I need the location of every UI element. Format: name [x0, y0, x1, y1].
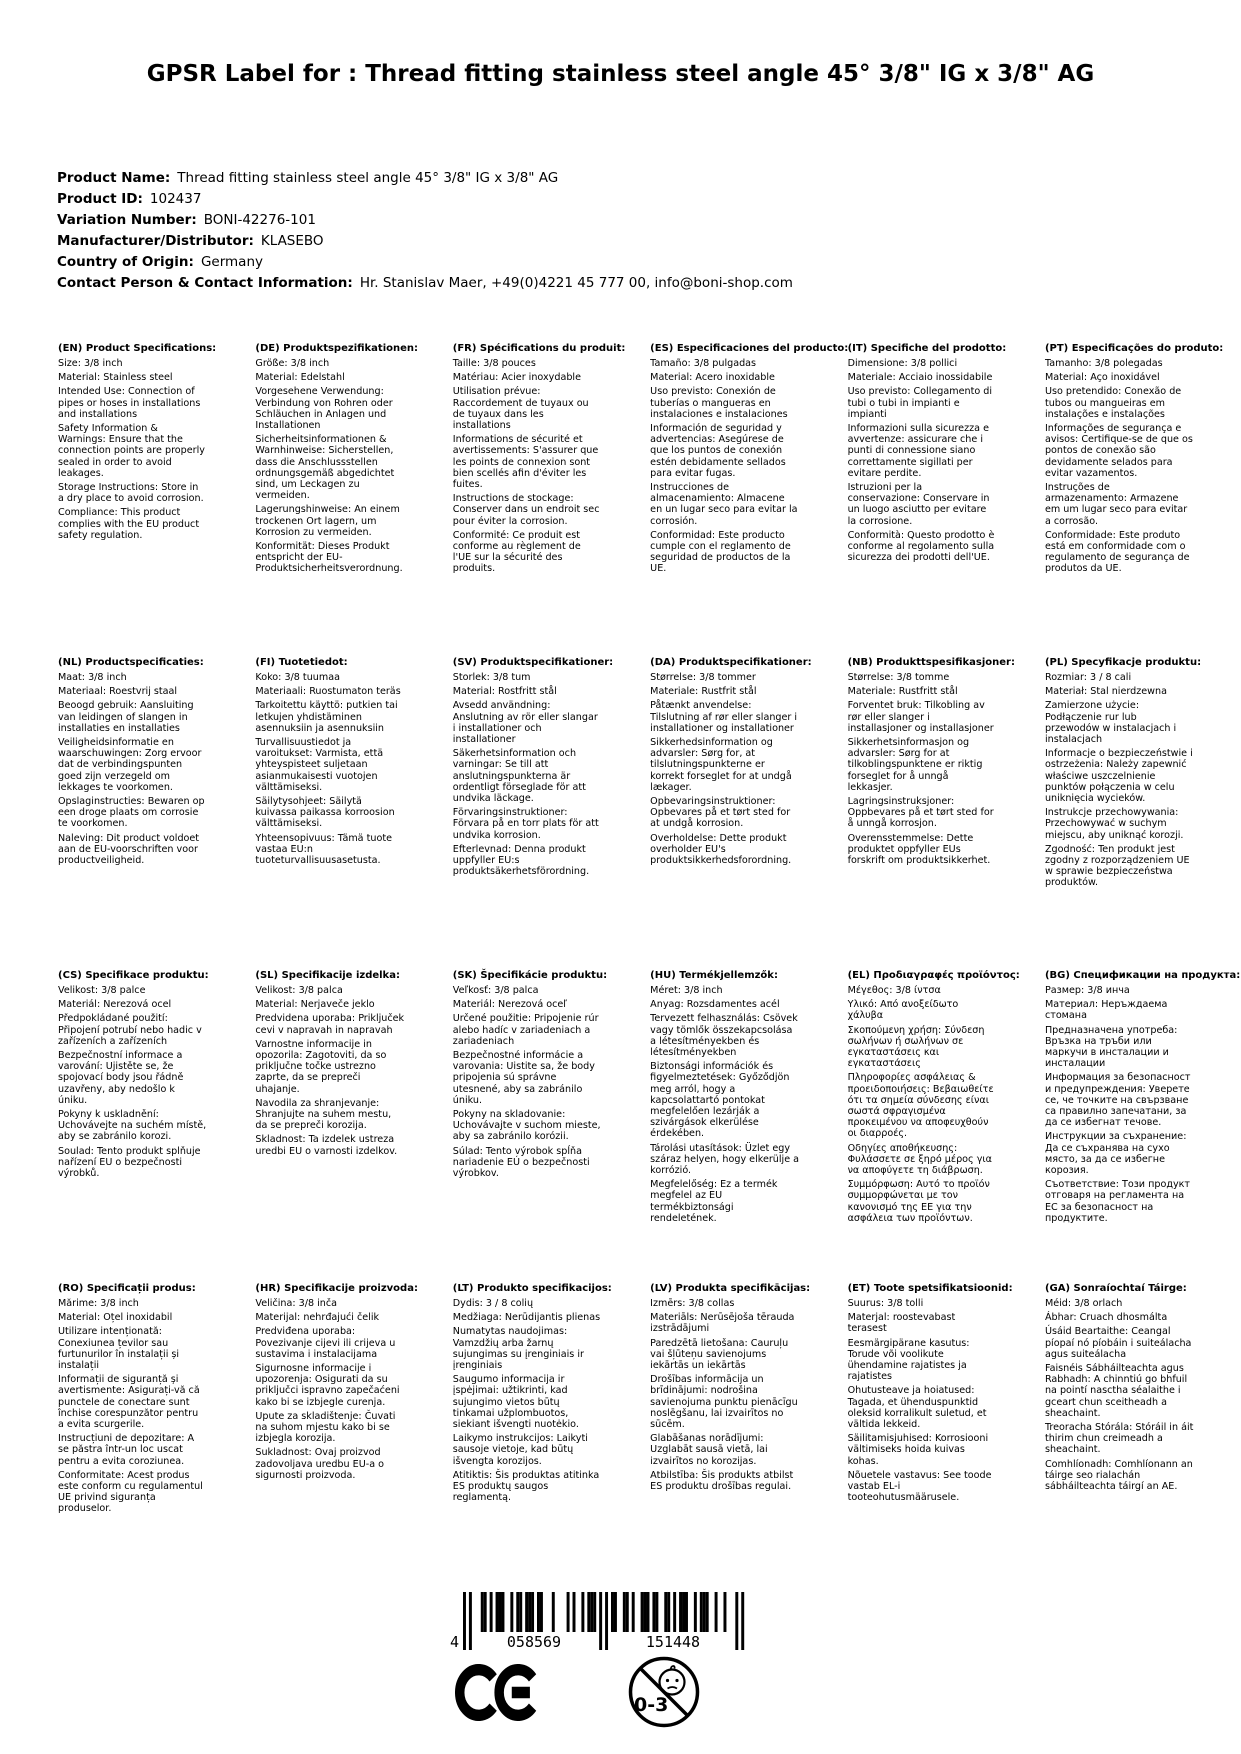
spec-block-body — [848, 985, 1045, 1224]
spec-paragraph: Materiale: Rustfritt stål — [847, 686, 958, 698]
spec-paragraph: Instrucciones de almacenamiento: Almacene en un lugar seco para evitar la corrosión. — [650, 482, 798, 527]
page-title — [0, 58, 1241, 90]
spec-paragraph: Bezpečnostné informácie a varovania: Uistite sa, že body pripojenia sú správne utesnené, aby sa zabránilo úniku. — [452, 1050, 595, 1106]
spec-block-body — [1045, 672, 1241, 889]
spec-paragraph: Dydis: 3 / 8 colių — [452, 1298, 534, 1309]
spec-paragraph: Πληροφορίες ασφάλειας & προειδοποιήσεις: Βεβαιωθείτε ότι τα σημεία σύνδεσης είναι σωστά σφραγισμένα προκειμένου να αποφευχθούν οι διαρροές. — [847, 1072, 994, 1140]
product-info-row — [57, 252, 793, 273]
spec-paragraph: Størrelse: 3/8 tomme — [847, 672, 950, 683]
spec-paragraph: Materijal: nehrđajući čelik — [255, 1312, 380, 1324]
spec-paragraph: Materiale: Acciaio inossidabile — [847, 372, 993, 384]
spec-paragraph: Размер: 3/8 инча — [1044, 985, 1130, 996]
spec-block-header: (DE) Produktspezifikationen: — [255, 343, 419, 354]
spec-block-header: (ES) Especificaciones del producto: — [650, 343, 849, 354]
spec-paragraph: Información de seguridad y advertencias: Asegúrese de que los puntos de conexión estén debidamente sellados para evitar fugas. — [650, 423, 786, 479]
spec-block-body — [1045, 358, 1241, 575]
spec-block-header: (SL) Specifikacije izdelka: — [255, 970, 400, 981]
spec-block — [453, 343, 650, 657]
spec-paragraph: Avsedd användning: Anslutning av rör eller slangar i installationer och installationer — [452, 700, 598, 746]
spec-paragraph: Uso pretendido: Conexão de tubos ou mangueiras em instalações e instalações — [1044, 386, 1182, 420]
spec-paragraph: Varnostne informacije in opozorila: Zagotoviti, da so priključne točke ustrezno zaprte, da se prepreči uhajanje. — [255, 1038, 387, 1095]
spec-paragraph: Rozmiar: 3 / 8 cali — [1044, 672, 1132, 683]
spec-paragraph: Tárolási utasítások: Üzlet egy száraz helyen, hogy elkerülje a korrózió. — [650, 1142, 800, 1177]
spec-block — [453, 657, 650, 970]
spec-block-body — [650, 672, 847, 866]
product-info-value: Thread fitting stainless steel angle 45° 3/8" IG x 3/8" AG — [177, 170, 559, 186]
spec-paragraph: Instructions de stockage: Conserver dans un endroit sec pour éviter la corrosion. — [452, 493, 600, 527]
product-info-value: Hr. Stanislav Maer, +49(0)4221 45 777 00, info@boni-shop.com — [359, 275, 793, 291]
spec-block-header: (SV) Produktspecifikationer: — [452, 657, 614, 668]
spec-block — [650, 657, 847, 970]
spec-paragraph: Säilitamisjuhised: Korrosiooni vältimiseks hoida kuivas kohas. — [847, 1433, 989, 1467]
spec-paragraph: Material: Nerjaveče jeklo — [255, 999, 375, 1011]
spec-block-body — [1045, 1298, 1241, 1492]
product-info-value: KLASEBO — [260, 233, 324, 249]
spec-paragraph: Ohutusteave ja hoiatused: Tagada, et ühenduspunktid oleksid korralikult suletud, et vältida lekkeid. — [847, 1385, 987, 1431]
spec-paragraph: Vorgesehene Verwendung: Verbindung von Rohren oder Schläuchen in Anlagen und Installationen — [255, 386, 393, 432]
spec-paragraph: Intended Use: Connection of pipes or hoses in installations and installations — [58, 386, 201, 420]
spec-paragraph: Υλικό: Από ανοξείδωτο χάλυβα — [847, 999, 959, 1022]
spec-paragraph: Materjal: roostevabast terasest — [847, 1312, 956, 1335]
spec-paragraph: Veličina: 3/8 inča — [255, 1298, 338, 1309]
spec-paragraph: Sicherheitsinformationen & Warnhinweise: Sicherstellen, dass die Anschlussstellen ordnungsgemäß abgedichtet sind, um Leckagen zu vermeiden. — [255, 434, 395, 502]
ce-mark-icon — [455, 1664, 537, 1725]
spec-block — [650, 343, 847, 657]
spec-block — [848, 970, 1045, 1283]
spec-paragraph: Tarkoitettu käyttö: putkien tai letkujen yhdistäminen asennuksiin ja asennuksiin — [255, 700, 398, 734]
spec-paragraph: Инструкции за съхранение: Да се съхранява на сухо място, за да се избегне корозия. — [1044, 1131, 1187, 1177]
product-info-label: Manufacturer/Distributor: — [57, 233, 254, 249]
spec-paragraph: Påtænkt anvendelse: Tilslutning af rør eller slanger i installationer og installationer — [650, 700, 798, 734]
spec-paragraph: Opbevaringsinstruktioner: Opbevares på et tørt sted for at undgå korrosion. — [650, 796, 791, 830]
spec-paragraph: Material: Aço inoxidável — [1044, 372, 1160, 384]
spec-paragraph: Atbilstība: Šis produkts atbilst ES produktu drošības regulai. — [650, 1469, 794, 1493]
spec-block-header: (NL) Productspecificaties: — [58, 657, 204, 668]
spec-paragraph: Forventet bruk: Tilkobling av rør eller slanger i installasjoner og installasjoner — [847, 700, 994, 734]
spec-block-body — [58, 358, 255, 541]
barcode-bars — [463, 1592, 744, 1650]
spec-paragraph: Suurus: 3/8 tolli — [847, 1298, 924, 1309]
spec-block-body — [650, 1298, 847, 1492]
spec-block-header: (FI) Tuotetiedot: — [255, 657, 348, 668]
spec-paragraph: Materiaali: Ruostumaton teräs — [255, 686, 401, 698]
age-warning-label: 0-3 — [634, 1694, 669, 1716]
spec-paragraph: Materiál: Nerezová oceľ — [452, 999, 567, 1011]
spec-block-header: (EL) Προδιαγραφές προϊόντος: — [847, 970, 1020, 981]
spec-paragraph: Izmērs: 3/8 collas — [650, 1298, 735, 1309]
spec-paragraph: Úsáid Beartaithe: Ceangal píopaí nó píobáin i suiteálacha agus suiteálacha — [1044, 1326, 1192, 1360]
spec-paragraph: Velikost: 3/8 palce — [58, 985, 146, 996]
spec-paragraph: Eesmärgipärane kasutus: Torude või voolikute ühendamine rajatistes ja rajatistes — [847, 1337, 970, 1383]
spec-paragraph: Anyag: Rozsdamentes acél — [650, 999, 780, 1011]
spec-block-body — [58, 985, 255, 1179]
spec-block-body — [848, 1298, 1045, 1503]
spec-paragraph: Zamierzone użycie: Podłączenie rur lub przewodów w instalacjach i instalacjach — [1044, 700, 1177, 746]
spec-block-body — [453, 672, 650, 877]
product-info-row — [57, 273, 793, 294]
spec-paragraph: Safety Information & Warnings: Ensure that the connection points are properly sealed in order to avoid leakages. — [58, 423, 205, 479]
spec-block — [453, 970, 650, 1283]
spec-paragraph: Informations de sécurité et avertissements: S'assurer que les points de connexion sont bien scellés afin d'éviter les fuites. — [452, 434, 599, 491]
product-info — [57, 168, 793, 294]
spec-paragraph: Overensstemmelse: Dette produktet oppfyller EUs forskrift om produktsikkerhet. — [847, 832, 991, 867]
spec-block-header: (LT) Produkto specifikacijos: — [452, 1283, 612, 1294]
spec-block — [1045, 1283, 1241, 1515]
spec-paragraph: Utilisation prévue: Raccordement de tuyaux ou de tuyaux dans les installations — [452, 386, 589, 432]
spec-block-header: (HU) Termékjellemzők: — [650, 970, 778, 981]
spec-paragraph: Upute za skladištenje: Čuvati na suhom mjestu kako bi se izbjegla korozija. — [255, 1410, 396, 1445]
spec-block-body — [848, 358, 1045, 563]
spec-block-header: (LV) Produkta specifikācijas: — [650, 1283, 811, 1294]
spec-paragraph: Saugumo informacija ir įspėjimai: užtikrinti, kad sujungimo vietos būtų tinkamai užplombuotos, siekiant išvengti nuotėkio. — [452, 1374, 579, 1431]
spec-block — [650, 970, 847, 1283]
spec-paragraph: Materiał: Stal nierdzewna — [1044, 686, 1167, 698]
spec-paragraph: Mărime: 3/8 inch — [58, 1298, 139, 1309]
spec-paragraph: Naleving: Dit product voldoet aan de EU-voorschriften voor productveiligheid. — [58, 832, 200, 867]
spec-paragraph: Material: Rostfritt stål — [452, 686, 557, 698]
spec-block-header: (PT) Especificações do produto: — [1044, 343, 1224, 354]
product-info-value: 102437 — [149, 191, 202, 207]
spec-paragraph: Turvallisuustiedot ja varoitukset: Varmista, että yhteyspisteet suljetaan asianmukaisesti vuotojen välttämiseksi. — [255, 737, 384, 793]
product-info-row — [57, 189, 793, 210]
spec-block-header: (BG) Спецификации на продукта: — [1044, 970, 1241, 981]
spec-block — [848, 343, 1045, 657]
spec-paragraph: Conformidad: Este producto cumple con el reglamento de seguridad de productos de la UE. — [650, 529, 791, 575]
spec-paragraph: Konformität: Dieses Produkt entspricht der EU-Produktsicherheitsverordnung. — [255, 541, 403, 575]
spec-paragraph: Sikkerhetsinformasjon og advarsler: Sørg for at tilkoblingspunktene er riktig forseglet for å unngå lekkasjer. — [847, 737, 983, 793]
age-warning-0-3-icon — [627, 1655, 701, 1733]
spec-paragraph: Conformità: Questo prodotto è conforme al regolamento sulla sicurezza dei prodotti dell'UE. — [847, 529, 995, 564]
spec-block — [255, 343, 452, 657]
spec-paragraph: Overholdelse: Dette produkt overholder EU's produktsikkerhedsforordning. — [650, 832, 792, 867]
spec-block-body — [255, 1298, 452, 1481]
spec-block-header: (ET) Toote spetsifikatsioonid: — [847, 1283, 1013, 1294]
spec-paragraph: Uso previsto: Collegamento di tubi o tubi in impianti e impianti — [847, 386, 993, 420]
spec-block-body — [848, 672, 1045, 866]
spec-block-header: (NB) Produkttspesifikasjoner: — [847, 657, 1015, 668]
spec-paragraph: Medžiaga: Nerūdijantis plienas — [452, 1312, 601, 1324]
spec-block-header: (EN) Product Specifications: — [58, 343, 217, 354]
product-info-value: BONI-42276-101 — [203, 212, 316, 228]
spec-paragraph: Förvaringsinstruktioner: Förvara på en torr plats för att undvika korrosion. — [452, 807, 599, 841]
spec-block-body — [255, 672, 452, 866]
spec-paragraph: Instrukcje przechowywania: Przechowywać w suchym miejscu, aby uniknąć korozji. — [1044, 807, 1184, 841]
spec-block — [650, 1283, 847, 1515]
spec-block-header: (HR) Specifikacije proizvoda: — [255, 1283, 418, 1294]
spec-block-header: (DA) Produktspecifikationer: — [650, 657, 812, 668]
spec-block-body — [453, 1298, 650, 1503]
spec-paragraph: Pokyny k uskladnění: Uchovávejte na suchém místě, aby se zabránilo korozi. — [58, 1109, 207, 1143]
spec-block — [1045, 657, 1241, 970]
spec-paragraph: Efterlevnad: Denna produkt uppfyller EU:s produktsäkerhetsförordning. — [452, 843, 590, 878]
baby-face-icon — [660, 1666, 685, 1695]
spec-paragraph: Größe: 3/8 inch — [255, 358, 330, 369]
spec-paragraph: Dimensione: 3/8 pollici — [847, 358, 958, 369]
spec-paragraph: Size: 3/8 inch — [58, 358, 123, 369]
spec-paragraph: Ábhar: Cruach dhosmálta — [1044, 1312, 1168, 1324]
spec-paragraph: Predvidena uporaba: Priključek cevi v napravah in napravah — [255, 1013, 405, 1036]
spec-paragraph: Beoogd gebruik: Aansluiting van leidingen of slangen in installaties en installaties — [58, 700, 194, 734]
barcode-right-digits: 151448 — [645, 1633, 701, 1651]
spec-paragraph: Tamanho: 3/8 polegadas — [1044, 358, 1163, 369]
spec-block-header: (RO) Specificații produs: — [58, 1283, 196, 1294]
spec-block-body — [453, 985, 650, 1179]
product-info-row — [57, 168, 793, 189]
spec-block — [848, 1283, 1045, 1515]
product-info-label: Product Name: — [57, 170, 171, 186]
spec-block-body — [1045, 985, 1241, 1224]
spec-paragraph: Tamaño: 3/8 pulgadas — [650, 358, 757, 369]
spec-paragraph: Предназначена употреба: Връзка на тръби или маркучи в инсталации и инсталации — [1044, 1024, 1178, 1070]
spec-block — [58, 657, 255, 970]
spec-paragraph: Soulad: Tento produkt splňuje nařízení EU o bezpečnosti výrobků. — [58, 1145, 201, 1180]
spec-paragraph: Comhlíonadh: Comhlíonann an táirge seo rialachán sábháilteachta táirgí an AE. — [1044, 1458, 1193, 1493]
spec-paragraph: Storlek: 3/8 tum — [452, 672, 531, 683]
spec-block — [255, 1283, 452, 1515]
spec-block-body — [255, 358, 452, 575]
product-info-label: Product ID: — [57, 191, 143, 207]
spec-paragraph: Laikymo instrukcijos: Laikyti sausoje vietoje, kad būtų išvengta korozijos. — [452, 1433, 588, 1467]
spec-paragraph: Материал: Неръждаема стомана — [1044, 999, 1168, 1022]
spec-paragraph: Conformitate: Acest produs este conform cu regulamentul UE privind siguranța produselor. — [58, 1469, 203, 1515]
ean-barcode — [437, 1590, 747, 1656]
spec-paragraph: Информация за безопасност и предупреждения: Уверете се, че точките на свързване са правилно запечатани, за да се избегнат течове. — [1044, 1072, 1191, 1129]
spec-paragraph: Utilizare intenționată: Conexiunea țevilor sau furtunurilor în instalații și instalații — [58, 1326, 180, 1372]
spec-block — [255, 657, 452, 970]
spec-paragraph: Méret: 3/8 inch — [650, 985, 723, 996]
spec-paragraph: Tervezett felhasználás: Csövek vagy tömlők összekapcsolása a létesítményekben és létesítményekben — [650, 1013, 798, 1059]
spec-block-header: (IT) Specifiche del prodotto: — [847, 343, 1007, 354]
spec-block — [1045, 970, 1241, 1283]
spec-paragraph: Material: Acero inoxidable — [650, 372, 775, 384]
spec-paragraph: Storage Instructions: Store in a dry place to avoid corrosion. — [58, 482, 204, 505]
spec-grid — [58, 343, 1241, 1515]
spec-paragraph: Informações de segurança e avisos: Certifique-se de que os pontos de conexão são devidamente selados para evitar vazamentos. — [1044, 423, 1193, 479]
spec-paragraph: Veiligheidsinformatie en waarschuwingen: Zorg ervoor dat de verbindingspunten goed zijn verzegeld om lekkages te voorkomen. — [58, 737, 202, 793]
spec-paragraph: Informații de siguranță și avertismente: Asigurați-vă că punctele de conectare sunt închise corespunzător pentru a evita scurgerile. — [58, 1374, 200, 1431]
product-info-label: Variation Number: — [57, 212, 197, 228]
spec-block-body — [255, 985, 452, 1157]
spec-block-body — [650, 985, 847, 1224]
spec-paragraph: Yhteensopivuus: Tämä tuote vastaa EU:n tuoteturvallisuusasetusta. — [255, 832, 392, 867]
spec-paragraph: Drošības informācija un brīdinājumi: nodrošina savienojuma punktu pienācīgu noslēgšanu, lai izvairītos no sūcēm. — [650, 1374, 798, 1431]
spec-paragraph: Materiál: Nerezová ocel — [58, 999, 172, 1011]
spec-block-header: (FR) Spécifications du produit: — [452, 343, 626, 354]
spec-paragraph: Materiale: Rustfrit stål — [650, 686, 757, 698]
spec-paragraph: Οδηγίες αποθήκευσης: Φυλάσσετε σε ξηρό μέρος για να αποφύγετε τη διάβρωση. — [847, 1142, 992, 1177]
barcode-left-digits: 058569 — [506, 1633, 562, 1651]
spec-paragraph: Materiāls: Nerūsējoša tērauda izstrādājumi — [650, 1312, 795, 1335]
spec-paragraph: Säilytysohjeet: Säilytä kuivassa paikassa korroosion välttämiseksi. — [255, 796, 395, 830]
spec-paragraph: Σκοπούμενη χρήση: Σύνδεση σωλήνων ή σωλήνων σε εγκαταστάσεις και εγκαταστάσεις — [847, 1024, 985, 1070]
spec-paragraph: Istruzioni per la conservazione: Conservare in un luogo asciutto per evitare la corrosione. — [847, 482, 990, 527]
spec-paragraph: Skladnost: Ta izdelek ustreza uredbi EU o varnosti izdelkov. — [255, 1134, 398, 1157]
spec-block-body — [650, 358, 847, 575]
spec-block-body — [58, 672, 255, 866]
spec-paragraph: Súlad: Tento výrobok spĺňa nariadenie EÚ o bezpečnosti výrobkov. — [452, 1145, 590, 1180]
spec-paragraph: Συμμόρφωση: Αυτό το προϊόν συμμορφώνεται με τον κανονισμό της ΕΕ για την ασφάλεια των προϊόντων. — [847, 1179, 990, 1224]
spec-paragraph: Méid: 3/8 orlach — [1044, 1298, 1123, 1309]
spec-paragraph: Určené použitie: Pripojenie rúr alebo hadíc v zariadeniach a zariadeniach — [452, 1013, 599, 1047]
product-info-value: Germany — [200, 254, 263, 270]
spec-block — [58, 1283, 255, 1515]
spec-paragraph: Sigurnosne informacije i upozorenja: Osigurati da su priključci ispravno zapečaćeni kako bi se izbjegle curenja. — [255, 1363, 400, 1408]
product-info-label: Contact Person & Contact Information: — [57, 275, 353, 291]
spec-paragraph: Matériau: Acier inoxydable — [452, 372, 581, 384]
spec-block — [1045, 343, 1241, 657]
spec-paragraph: Treoracha Stórála: Stóráil in áit thirim chun creimeadh a sheachaint. — [1044, 1422, 1194, 1456]
spec-block-header: (SK) Špecifikácie produktu: — [452, 970, 608, 981]
spec-block-header: (GA) Sonraíochtaí Táirge: — [1044, 1283, 1187, 1294]
spec-paragraph: Μέγεθος: 3/8 ίντσα — [847, 985, 941, 996]
spec-paragraph: Sikkerhedsinformation og advarsler: Sørg for, at tilslutningspunkterne er korrekt forseglet for at undgå lækager. — [650, 737, 792, 793]
spec-block — [453, 1283, 650, 1515]
spec-block-header: (CS) Specifikace produktu: — [58, 970, 209, 981]
spec-paragraph: Maat: 3/8 inch — [58, 672, 127, 683]
spec-paragraph: Lagringsinstruksjoner: Oppbevares på et tørt sted for å unngå korrosjon. — [847, 796, 994, 830]
spec-block — [848, 657, 1045, 970]
spec-paragraph: Informacje o bezpieczeństwie i ostrzeżenia: Należy zapewnić właściwe uszczelnienie punktów połączenia w celu uniknięcia wycieków. — [1044, 748, 1193, 805]
spec-paragraph: Glabāšanas norādījumi: Uzglabāt sausā vietā, lai izvairītos no korozijas. — [650, 1433, 768, 1467]
spec-block-body — [453, 358, 650, 575]
spec-paragraph: Navodila za shranjevanje: Shranjujte na suhem mestu, da se prepreči korozija. — [255, 1097, 392, 1132]
spec-block-header: (PL) Specyfikacje produktu: — [1044, 657, 1202, 668]
spec-paragraph: Veľkosť: 3/8 palca — [452, 985, 539, 996]
spec-paragraph: Predviđena uporaba: Povezivanje cijevi ili crijeva u sustavima i instalacijama — [255, 1326, 396, 1360]
spec-paragraph: Megfelelőség: Ez a termék megfelel az EU termékbiztonsági rendeletének. — [650, 1179, 778, 1224]
spec-paragraph: Material: Oțel inoxidabil — [58, 1312, 173, 1324]
spec-block — [58, 970, 255, 1283]
spec-paragraph: Material: Stainless steel — [58, 372, 173, 384]
spec-block-body — [58, 1298, 255, 1515]
spec-paragraph: Lagerungshinweise: An einem trockenen Ort lagern, um Korrosion zu vermeiden. — [255, 504, 400, 538]
spec-paragraph: Materiaal: Roestvrij staal — [58, 686, 178, 698]
product-info-row — [57, 210, 793, 231]
spec-paragraph: Koko: 3/8 tuumaa — [255, 672, 340, 683]
product-info-row — [57, 231, 793, 252]
spec-paragraph: Instrucțiuni de depozitare: A se păstra într-un loc uscat pentru a evita coroziunea. — [58, 1433, 195, 1467]
spec-block — [58, 343, 255, 657]
spec-paragraph: Pokyny na skladovanie: Uchovávajte v suchom mieste, aby sa zabránilo korózii. — [452, 1109, 601, 1143]
product-info-label: Country of Origin: — [57, 254, 194, 270]
spec-paragraph: Zgodność: Ten produkt jest zgodny z rozporządzeniem UE w sprawie bezpieczeństwa produktów. — [1044, 843, 1190, 889]
spec-paragraph: Conformidade: Este produto está em conformidade com o regulamento de segurança de produtos da UE. — [1044, 529, 1190, 575]
spec-paragraph: Säkerhetsinformation och varningar: Se till att anslutningspunkterna är ordentligt förseglade för att undvika läckage. — [452, 748, 586, 805]
spec-paragraph: Instruções de armazenamento: Armazene em um lugar seco para evitar a corrosão. — [1044, 482, 1188, 527]
spec-paragraph: Nõuetele vastavus: See toode vastab EL-i tooteohutusmäärusele. — [847, 1469, 992, 1504]
spec-paragraph: Opslaginstructies: Bewaren op een droge plaats om corrosie te voorkomen. — [58, 796, 205, 830]
spec-paragraph: Faisnéis Sábháilteachta agus Rabhadh: A chinntiú go bhfuil na pointí nasctha séalaithe i gceart chun sceitheadh a sheachaint. — [1044, 1363, 1188, 1419]
spec-paragraph: Atitiktis: Šis produktas atitinka ES produktų saugos reglamentą. — [452, 1469, 600, 1504]
page-title-text: GPSR Label for : Thread fitting stainless steel angle 45° 3/8" IG x 3/8" AG — [146, 61, 1095, 87]
spec-paragraph: Informazioni sulla sicurezza e avvertenze: assicurare che i punti di connessione siano correttamente sigillati per evitare perdite. — [847, 423, 989, 479]
barcode-system-digit: 4 — [449, 1633, 459, 1651]
spec-paragraph: Předpokládané použití: Připojení potrubí nebo hadic v zařízeních a zařízeních — [58, 1013, 202, 1047]
spec-paragraph: Bezpečnostní informace a varování: Ujistěte se, že spojovací body jsou řádně uzavřeny, aby nedošlo k úniku. — [58, 1050, 184, 1106]
spec-paragraph: Taille: 3/8 pouces — [452, 358, 536, 369]
spec-paragraph: Sukladnost: Ovaj proizvod zadovoljava uredbu EU-a o sigurnosti proizvoda. — [255, 1447, 384, 1481]
spec-paragraph: Velikost: 3/8 palca — [255, 985, 343, 996]
spec-paragraph: Съответствие: Този продукт отговаря на регламента на ЕС за безопасност на продуктите. — [1044, 1179, 1191, 1224]
spec-paragraph: Størrelse: 3/8 tommer — [650, 672, 756, 683]
spec-paragraph: Numatytas naudojimas: Vamzdžių arba žarnų sujungimas su įrenginiais ir įrenginiais — [452, 1326, 584, 1372]
spec-paragraph: Uso previsto: Conexión de tuberías o mangueras en instalaciones e instalaciones — [650, 386, 788, 420]
spec-paragraph: Paredzētā lietošana: Cauruļu vai šļūteņu savienojums iekārtās un iekārtās — [650, 1337, 789, 1372]
spec-paragraph: Material: Edelstahl — [255, 372, 345, 384]
spec-paragraph: Compliance: This product complies with the EU product safety regulation. — [58, 507, 200, 541]
spec-paragraph: Conformité: Ce produit est conforme au règlement de l'UE sur la sécurité des produits. — [452, 529, 581, 575]
spec-block — [255, 970, 452, 1283]
spec-paragraph: Biztonsági információk és figyelmeztetések: Győződjön meg arról, hogy a kapcsolattartó pontokat megfelelően lezárják a szivárgások elkerülése érdekében. — [650, 1061, 790, 1140]
